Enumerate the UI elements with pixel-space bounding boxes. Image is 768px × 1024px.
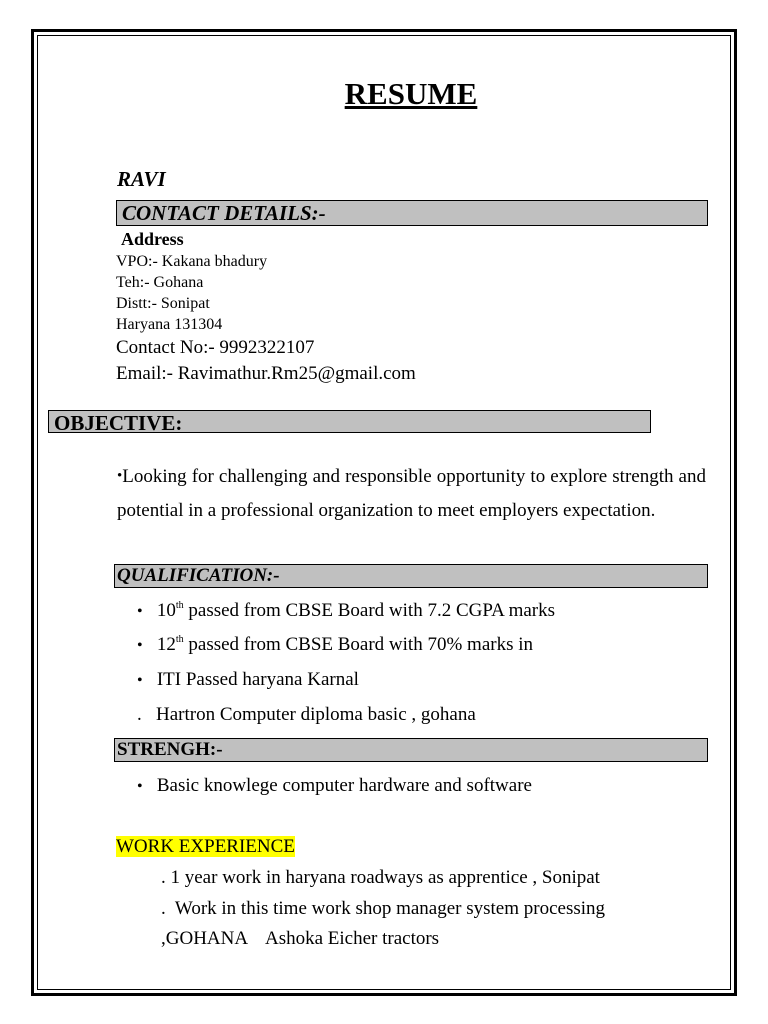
qualification-extra: . Hartron Computer diploma basic , gohana xyxy=(137,704,476,725)
address-distt: Distt:- Sonipat xyxy=(116,295,210,312)
contact-heading: CONTACT DETAILS:- xyxy=(122,201,326,225)
strength-item: • Basic knowlege computer hardware and software xyxy=(137,775,532,796)
contact-email: Email:- Ravimathur.Rm25@gmail.com xyxy=(116,363,416,384)
work-line: ,GOHANA Ashoka Eicher tractors xyxy=(161,928,440,949)
address-vpo: VPO:- Kakana bhadury xyxy=(116,253,268,270)
strength-heading: STRENGH:- xyxy=(117,739,223,760)
qualification-heading-bar xyxy=(114,564,708,588)
work-heading: WORK EXPERIENCE xyxy=(116,836,295,857)
objective-body: Looking for challenging and responsible opportunity to explore strength and potential in a professional organization to meet employers expectation. xyxy=(117,466,706,521)
objective-text xyxy=(117,460,706,527)
address-teh: Teh:- Gohana xyxy=(116,274,204,291)
bullet-icon: • xyxy=(117,468,123,484)
qualification-item: • 12th passed from CBSE Board with 70% marks in xyxy=(137,634,533,655)
bullet-icon: • xyxy=(137,672,143,689)
candidate-name: RAVI xyxy=(117,167,166,191)
objective-heading: OBJECTIVE: xyxy=(54,411,183,435)
resume-title: RESUME xyxy=(344,76,478,111)
strength-heading-bar xyxy=(114,738,708,762)
objective-heading-bar xyxy=(48,410,651,433)
qualification-heading: QUALIFICATION:- xyxy=(117,565,280,586)
address-label: Address xyxy=(121,229,184,249)
work-line: . Work in this time work shop manager system processing xyxy=(161,898,606,919)
contact-heading-bar xyxy=(116,200,708,226)
qualification-item: • 10th passed from CBSE Board with 7.2 CGPA marks xyxy=(137,600,556,621)
address-state: Haryana 131304 xyxy=(116,316,223,333)
work-line: . 1 year work in haryana roadways as apprentice , Sonipat xyxy=(161,867,600,888)
contact-phone: Contact No:- 9992322107 xyxy=(116,337,315,358)
bullet-icon: • xyxy=(137,778,143,795)
bullet-icon: • xyxy=(137,637,143,654)
bullet-icon: • xyxy=(137,603,143,620)
qualification-item: • ITI Passed haryana Karnal xyxy=(137,669,359,690)
